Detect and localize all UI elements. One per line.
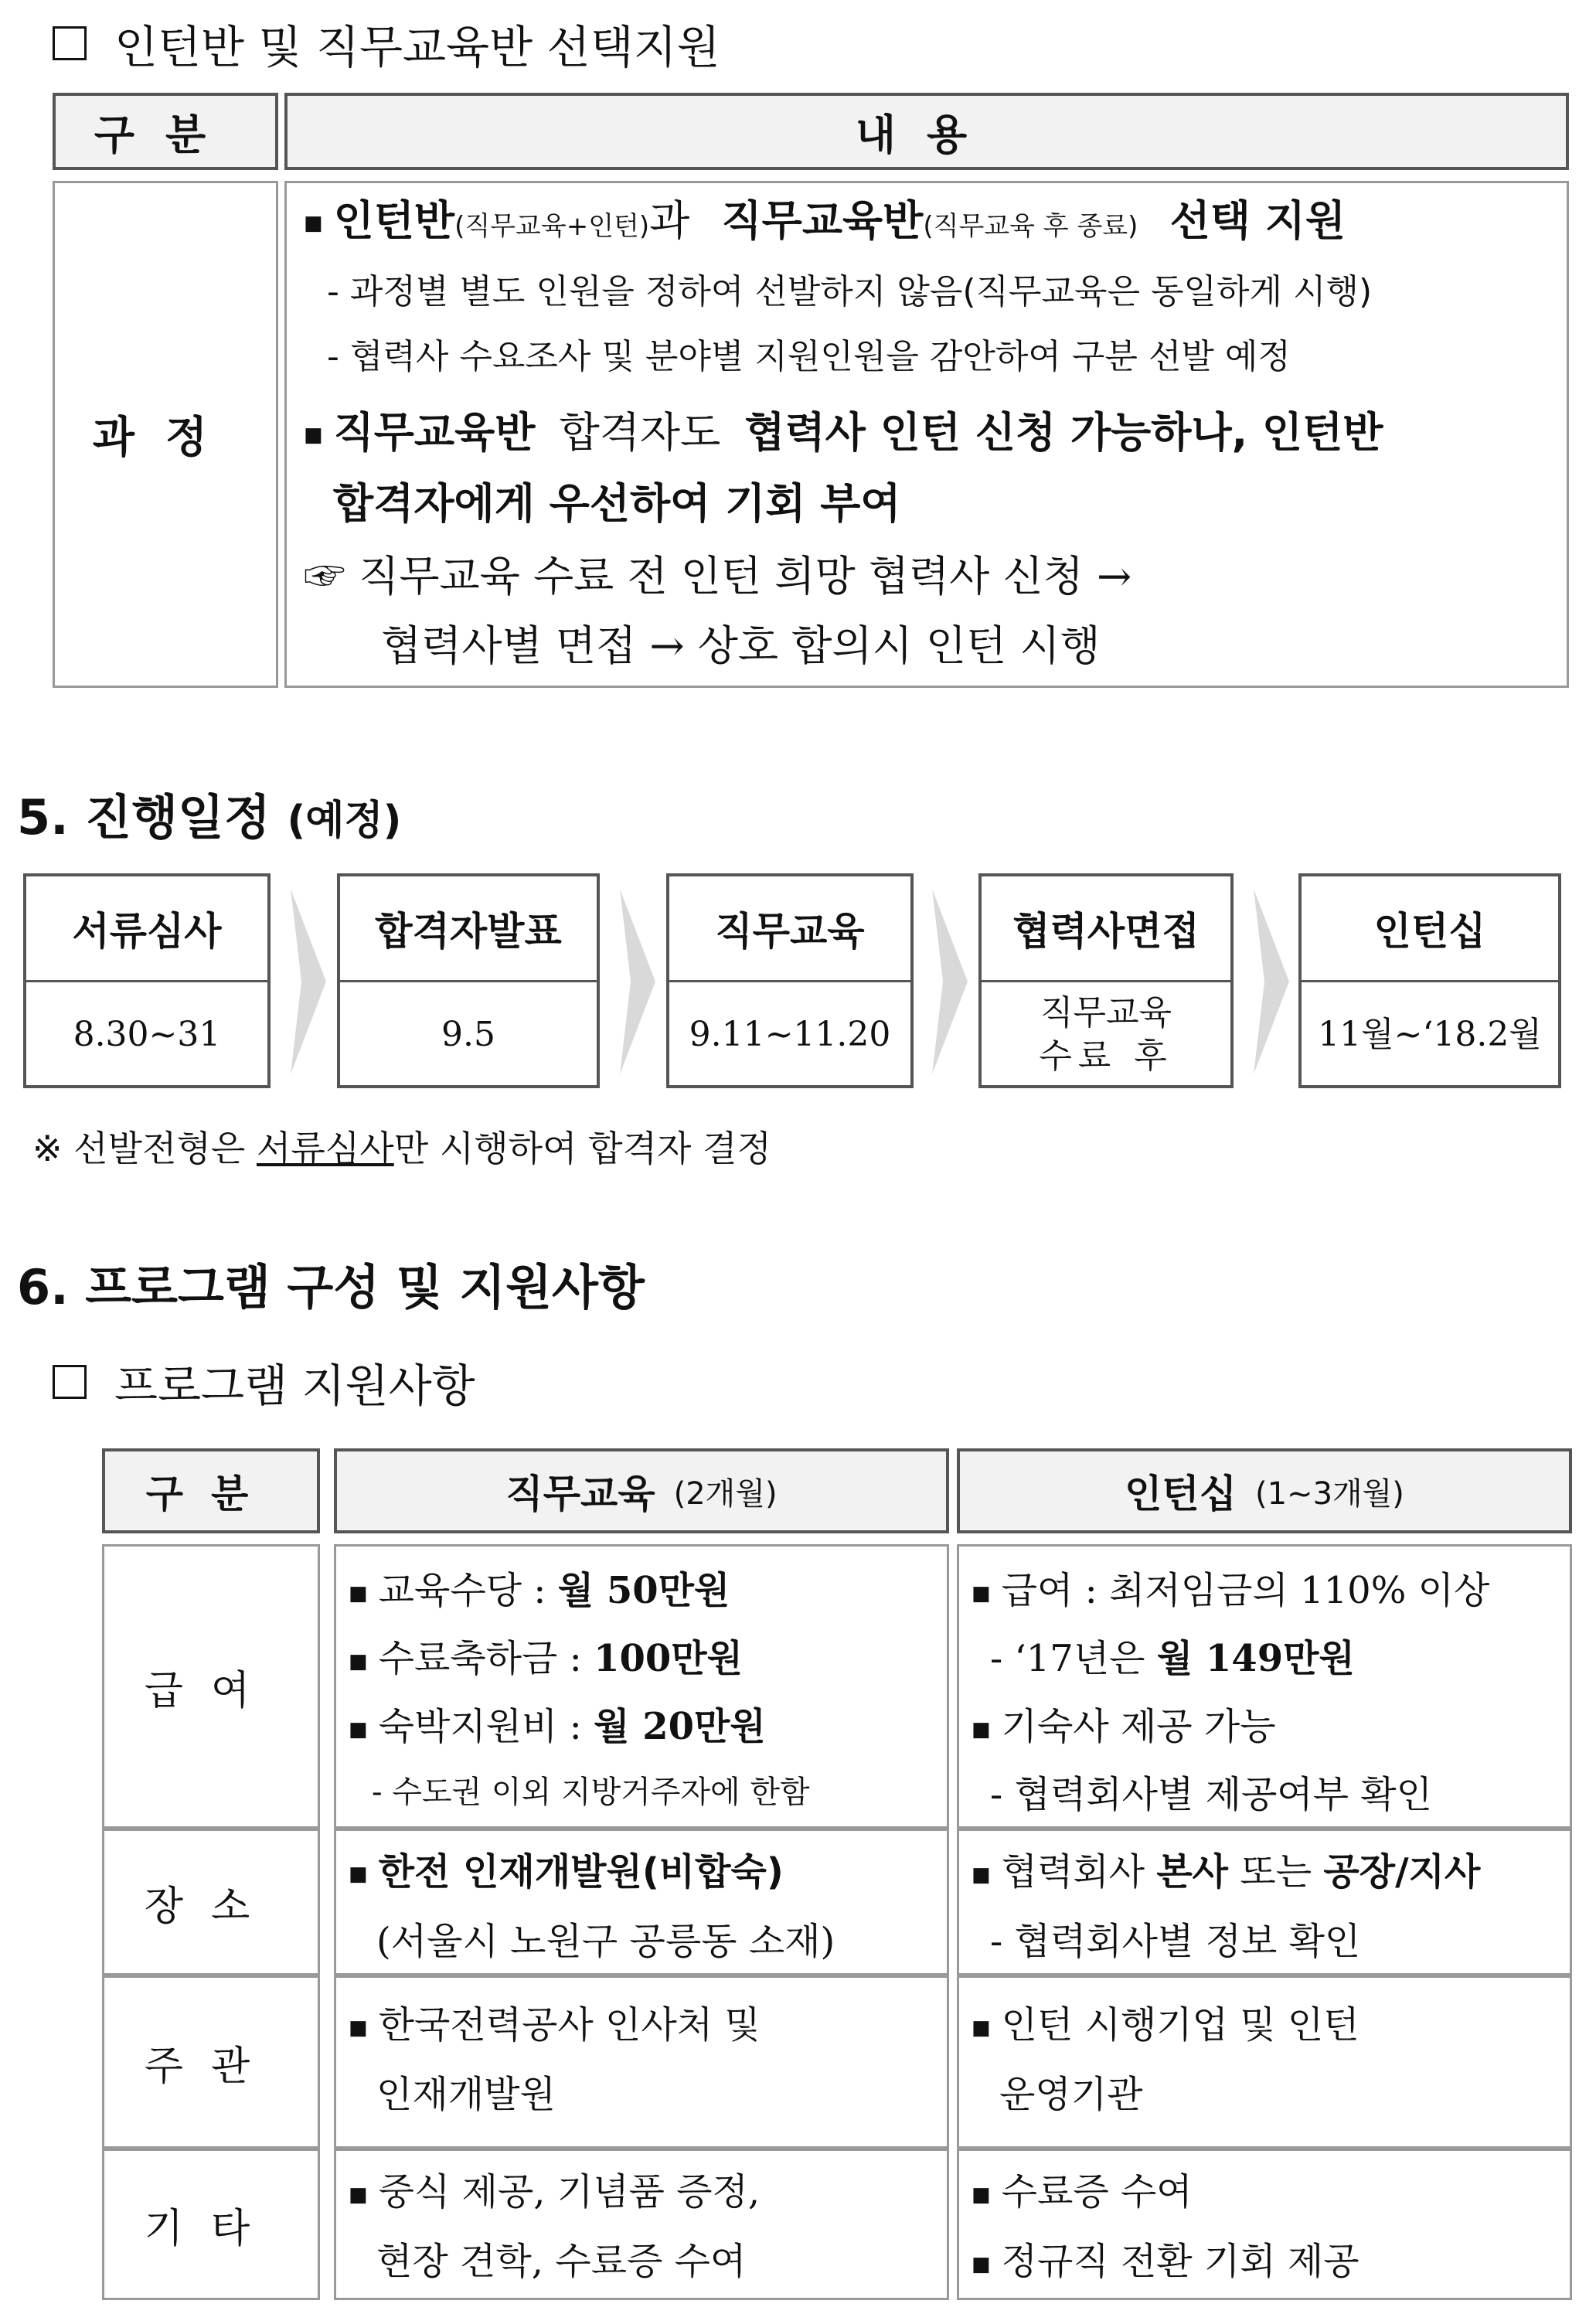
no-separate-quota-line: - 과정별 별도 인원을 정하여 선발하지 않음(직무교육은 동일하게 시행) xyxy=(327,272,1373,311)
table2-header-job-training: 직무교육 (2개월) xyxy=(334,1448,949,1533)
table1-content-cell xyxy=(284,181,1569,688)
schedule-heading: 5. 진행일정 (예정) xyxy=(17,789,402,846)
procedure-line-2: 협력사별 면접 → 상호 합의시 인턴 시행 xyxy=(381,621,1101,670)
chevron-right-icon xyxy=(932,889,968,1074)
chevron-right-icon xyxy=(1254,889,1289,1074)
table1-row-label: 과정 xyxy=(53,181,278,688)
priority-line: 합격자에게 우선하여 기회 부여 xyxy=(333,479,901,528)
place-job-training-cell: ■ 한전 인재개발원(비합숙) (서울시 노원구 공릉동 소재) xyxy=(334,1829,949,1975)
row-label-host: 주관 xyxy=(102,1975,320,2149)
row-label-pay: 급여 xyxy=(102,1544,320,1829)
etc-internship-cell: ■ 수료증 수여 ■ 정규직 전환 기회 제공 xyxy=(957,2149,1572,2300)
step-document-review: 서류심사 8.30~31 xyxy=(23,873,271,1088)
chevron-right-icon xyxy=(291,889,326,1074)
place-internship-cell: ■ 협력회사 본사 또는 공장/지사 - 협력회사별 정보 확인 xyxy=(957,1829,1572,1975)
table2-header-internship: 인턴십 (1~3개월) xyxy=(957,1448,1572,1533)
bullet-icon: ■ xyxy=(304,424,323,447)
step-internship: 인턴십 11월~‘18.2월 xyxy=(1298,873,1561,1088)
table2-header-category: 구분 xyxy=(102,1448,320,1533)
intern-apply-line: ■ 직무교육반 합격자도 협력사 인턴 신청 가능하나, 인턴반 xyxy=(304,408,1383,457)
pay-internship-cell: ■ 급여 : 최저임금의 110% 이상 - ‘17년은 월 149만원 ■ 기숙사 제공 가능 - 협력회사별 제공여부 확인 xyxy=(957,1544,1572,1829)
program-heading: 6. 프로그램 구성 및 지원사항 xyxy=(17,1259,645,1315)
procedure-line-1: ☞ 직무교육 수료 전 인턴 희망 협력사 신청 → xyxy=(304,552,1132,601)
etc-job-training-cell: ■ 중식 제공, 기념품 증정, 현장 견학, 수료증 수여 xyxy=(334,2149,949,2300)
host-job-training-cell: ■ 한국전력공사 인사처 및 인재개발원 xyxy=(334,1975,949,2149)
table1-header-category: 구분 xyxy=(53,93,278,170)
step-announcement: 합격자발표 9.5 xyxy=(337,873,600,1088)
chevron-right-icon xyxy=(620,889,655,1074)
selection-note: ※ 선발전형은 서류심사만 시행하여 합격자 결정 xyxy=(32,1128,771,1169)
step-job-training: 직무교육 9.11~11.20 xyxy=(666,873,914,1088)
pay-job-training-cell: ■ 교육수당 : 월 50만원 ■ 수료축하금 : 100만원 ■ 숙박지원비 : 월 20만원 - 수도권 이외 지방거주자에 한함 xyxy=(334,1544,949,1829)
step-partner-interview: 협력사면접 직무교육 수료 후 xyxy=(978,873,1234,1088)
checkbox-square-icon xyxy=(53,26,87,60)
course-options-line: ■ 인턴반(직무교육+인턴)과 직무교육반(직무교육 후 종료) 선택 지원 xyxy=(304,196,1346,245)
row-label-place: 장소 xyxy=(102,1829,320,1975)
selection-heading: 인턴반 및 직무교육반 선택지원 xyxy=(53,11,720,76)
checkbox-square-icon xyxy=(53,1365,87,1399)
program-subheading: 프로그램 지원사항 xyxy=(53,1349,475,1414)
bullet-icon: ■ xyxy=(304,212,323,236)
demand-survey-line: - 협력사 수요조사 및 분야별 지원인원을 감안하여 구분 선발 예정 xyxy=(327,337,1291,376)
table1-header-content: 내용 xyxy=(284,93,1569,170)
host-internship-cell: ■ 인턴 시행기업 및 인턴 운영기관 xyxy=(957,1975,1572,2149)
row-label-etc: 기타 xyxy=(102,2149,320,2300)
